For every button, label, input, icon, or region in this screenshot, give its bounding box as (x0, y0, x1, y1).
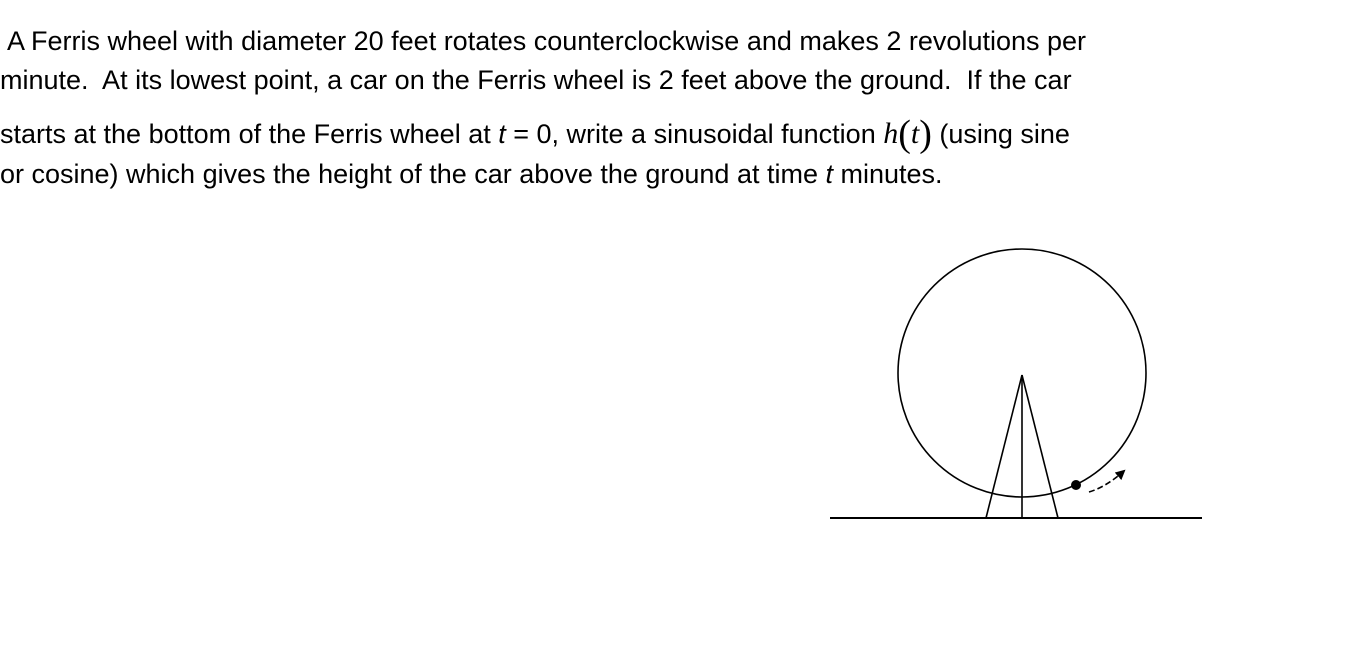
function-name: h (883, 117, 899, 150)
car-dot (1071, 480, 1081, 490)
variable-t: t (825, 159, 833, 189)
open-paren: ( (898, 113, 911, 155)
variable-t: t (498, 119, 506, 149)
problem-line-1: A Ferris wheel with diameter 20 feet rotates counterclockwise and makes 2 revolutions per (7, 26, 1087, 56)
text-segment: = 0, write a sinusoidal function (505, 119, 884, 149)
text-segment: starts at the bottom of the Ferris wheel at (0, 119, 499, 149)
text-segment: minutes. (833, 159, 943, 189)
text-segment: (using sine (931, 119, 1070, 149)
close-paren: ) (919, 113, 932, 155)
function-variable: t (910, 117, 920, 150)
problem-line-2: minute. At its lowest point, a car on the Ferris wheel is 2 feet above the ground. If the car (0, 65, 1072, 95)
text-segment: or cosine) which gives the height of the car above the ground at time (0, 159, 826, 189)
